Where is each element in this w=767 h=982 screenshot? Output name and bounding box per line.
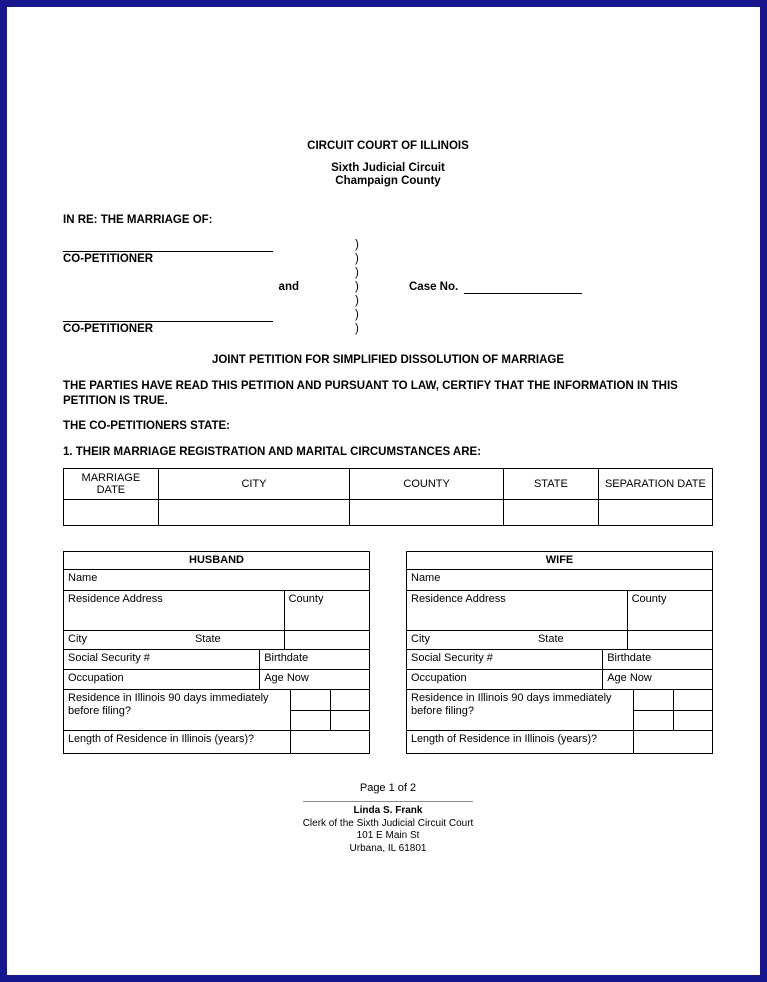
city-cell: [158, 500, 349, 526]
age-now-label: Age Now: [602, 670, 712, 689]
wife-name-row: [407, 570, 712, 591]
city-label: City: [68, 633, 87, 645]
answer-box: [673, 710, 712, 730]
and-label: and: [278, 281, 299, 293]
paren-mark: ): [355, 267, 359, 279]
certification-text: THE PARTIES HAVE READ THIS PETITION AND PURSUANT TO LAW, CERTIFY THAT THE INFORMATION IN THIS PETITION IS TRUE.: [63, 380, 678, 407]
residence-90-answer-boxes: [633, 690, 712, 730]
separation-date-cell: [598, 500, 712, 526]
petitioner-name-line-1: [63, 240, 355, 252]
in-re-line: IN RE: THE MARRIAGE OF:: [63, 214, 213, 226]
city-row-blank-cell: [627, 631, 712, 649]
length-residence-label: Length of Residence in Illinois (years)?: [68, 733, 255, 745]
parties-tables: [63, 551, 713, 754]
case-no-line: [464, 282, 582, 294]
blank-line: [63, 310, 273, 322]
length-residence-blank-cell: [290, 731, 369, 753]
clerk-block: [63, 801, 713, 855]
wife-length-residence-row: [407, 731, 712, 753]
paren-mark: ): [355, 295, 359, 307]
paren-mark: ): [355, 323, 359, 335]
clerk-name: Linda S. Frank: [353, 805, 423, 816]
form-content: [7, 7, 760, 855]
case-no-label: Case No.: [409, 281, 459, 293]
county-name: Champaign County: [335, 175, 441, 187]
ssn-label: Social Security #: [68, 652, 150, 664]
birthdate-label: Birthdate: [259, 650, 369, 669]
clerk-address-line1: 101 E Main St: [356, 830, 420, 841]
answer-box: [291, 690, 330, 710]
marriage-table-blank-row: [64, 500, 713, 526]
husband-length-residence-row: [64, 731, 369, 753]
residence-90-answer-boxes: [290, 690, 369, 730]
state-header: STATE: [504, 469, 599, 500]
state-label: State: [537, 633, 564, 645]
residence-90-label: Residence in Illinois 90 days immediately before filing?: [68, 692, 269, 717]
item-1-heading: 1. THEIR MARRIAGE REGISTRATION AND MARITAL CIRCUMSTANCES ARE:: [63, 446, 482, 458]
paren-mark: ): [355, 309, 359, 321]
age-now-label: Age Now: [259, 670, 369, 689]
blank-line: [63, 240, 273, 252]
husband-occupation-row: [64, 670, 369, 690]
length-residence-blank-cell: [633, 731, 712, 753]
marriage-table-header-row: [64, 469, 713, 500]
wife-ssn-row: [407, 650, 712, 670]
wife-city-state-row: [407, 631, 712, 650]
paren-mark: ): [355, 253, 359, 265]
marriage-date-header: MARRIAGE DATE: [64, 469, 159, 500]
marriage-registration-table: [63, 468, 713, 526]
clerk-address-line2: Urbana, IL 61801: [349, 842, 427, 854]
city-row-blank-cell: [284, 631, 369, 649]
residence-address-label: Residence Address: [68, 593, 163, 605]
husband-city-state-row: [64, 631, 369, 650]
name-label: Name: [68, 572, 98, 584]
answer-box: [291, 710, 330, 730]
husband-table: [63, 551, 370, 754]
document-page: [7, 7, 760, 975]
answer-box: [673, 690, 712, 710]
co-petitioners-state-line: THE CO-PETITIONERS STATE:: [63, 420, 230, 432]
answer-box: [634, 690, 673, 710]
circuit-name: Sixth Judicial Circuit: [331, 162, 445, 174]
county-label: County: [284, 591, 369, 630]
answer-box: [330, 690, 369, 710]
husband-name-row: [64, 570, 369, 591]
occupation-label: Occupation: [411, 672, 467, 684]
husband-residence-90-row: [64, 690, 369, 731]
wife-residence-90-row: [407, 690, 712, 731]
husband-table-title: HUSBAND: [64, 552, 369, 570]
residence-address-label: Residence Address: [411, 593, 506, 605]
name-label: Name: [411, 572, 441, 584]
page-indicator: Page 1 of 2: [359, 782, 417, 794]
answer-box: [330, 710, 369, 730]
wife-table: [406, 551, 713, 754]
co-petitioner-label-2: CO-PETITIONER: [63, 323, 154, 335]
state-label: State: [194, 633, 221, 645]
wife-address-row: [407, 591, 712, 631]
wife-occupation-row: [407, 670, 712, 690]
petition-title: JOINT PETITION FOR SIMPLIFIED DISSOLUTION OF MARRIAGE: [211, 354, 565, 366]
marriage-date-cell: [64, 500, 159, 526]
husband-address-row: [64, 591, 369, 631]
paren-mark: ): [355, 281, 359, 293]
city-label: City: [411, 633, 430, 645]
answer-box: [634, 710, 673, 730]
case-no-group: [381, 281, 713, 294]
residence-90-label: Residence in Illinois 90 days immediately before filing?: [411, 692, 612, 717]
state-cell: [504, 500, 599, 526]
ssn-label: Social Security #: [411, 652, 493, 664]
husband-ssn-row: [64, 650, 369, 670]
county-header: COUNTY: [350, 469, 504, 500]
city-header: CITY: [158, 469, 349, 500]
co-petitioner-label-1: CO-PETITIONER: [63, 253, 154, 265]
court-name: CIRCUIT COURT OF ILLINOIS: [307, 140, 469, 152]
petitioner-name-line-2: [63, 310, 355, 322]
caption-block: [63, 238, 713, 336]
birthdate-label: Birthdate: [602, 650, 712, 669]
occupation-label: Occupation: [68, 672, 124, 684]
clerk-title: Clerk of the Sixth Judicial Circuit Court: [302, 817, 474, 829]
county-label: County: [627, 591, 712, 630]
paren-mark: ): [355, 239, 359, 251]
length-residence-label: Length of Residence in Illinois (years)?: [411, 733, 598, 745]
wife-table-title: WIFE: [407, 552, 712, 570]
county-cell: [350, 500, 504, 526]
clerk-separator-line: [303, 801, 473, 802]
separation-date-header: SEPARATION DATE: [598, 469, 712, 500]
